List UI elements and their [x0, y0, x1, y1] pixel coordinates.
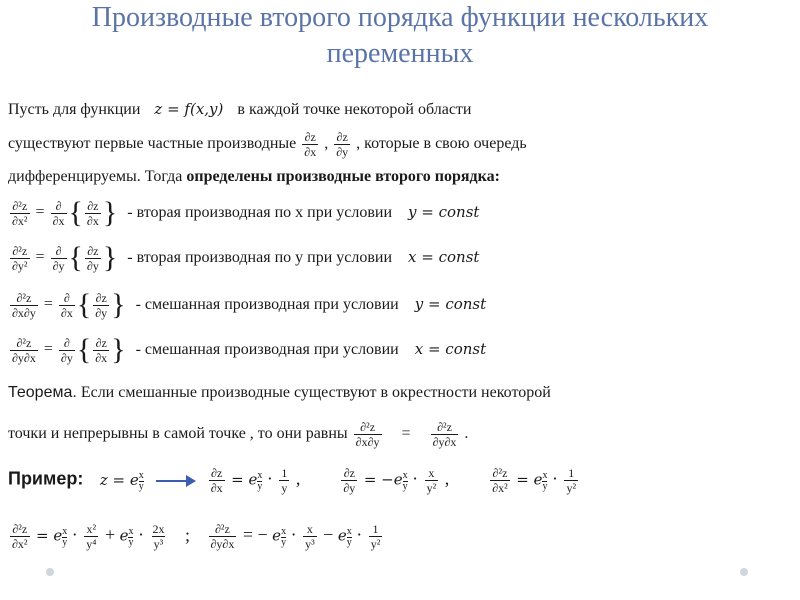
- mixed-derivative-xy: $\frac{\text{∂²z}}{\partial x\partial y}$ = $\frac{\partial}{\partial x}$ { $\frac{\partial z}{\partial y}$ } - смешанная производная при условии y = const: [12, 288, 487, 321]
- mixed-derivative-yx: $\frac{\text{∂²z}}{\partial y\partial x}$ = $\frac{\partial}{\partial y}$ { $\frac{\partial z}{\partial x}$ } - смешанная производная при условии x = const: [12, 333, 487, 366]
- bullet-dot-right: [740, 568, 748, 576]
- second-derivative-yy: $\frac{\text{∂²z}}{\text{∂y²}}$ = $\frac{\partial}{\partial y}$ { $\frac{\partial z}{\partial y}$ } - вторая производная по y при условии x = const: [12, 241, 480, 274]
- second-derivative-xx: $\frac{\text{∂²z}}{\text{∂x²}}$ = $\frac{\partial}{\partial x}$ { $\frac{\partial z}{\partial x}$ } - вторая производная по x при условии y = const: [12, 196, 480, 229]
- title-line-1: Производные второго порядка функции нескольких: [91, 2, 709, 33]
- intro-line-3: дифференцируемы. Тогда определены производные второго порядка:: [8, 168, 500, 185]
- bullet-dot-left: [46, 568, 54, 576]
- intro-line-2: существуют первые частные производные $\frac{\partial z}{\partial x}$ , $\frac{\partial z}{\partial y}$ , которые в свою очередь: [8, 130, 527, 159]
- page-title: [0, 0, 800, 72]
- theorem-line-1: Теорема. Если смешанные производные существуют в окрестности некоторой: [8, 384, 551, 401]
- example-line: Пример: z = e $\frac{x}{y}$ $\frac{\partial z}{\partial x}$ = e $\frac{x}{y}$ · $\frac{1}{y}$ , $\frac{\partial z}{\partial y}$ = −e $\frac{x}{y}$ · $\frac{x}{\text{y²}}$ , $\frac{\text{∂²z}}{\text{∂x²}}$ = e $\frac{x}{y}$ · $\frac{1}{\text{y²}}$: [8, 466, 577, 495]
- arrow-icon: [156, 480, 194, 482]
- title-line-2: переменных: [326, 38, 474, 69]
- theorem-line-2: точки и непрерывны в самой точке , то они равны $\frac{\text{∂²z}}{\partial x\partial y}$ = $\frac{\text{∂²z}}{\partial y\partial x}$ .: [8, 420, 469, 449]
- intro-line-1: Пусть для функции z = f(x,y) в каждой точке некоторой области: [8, 100, 472, 118]
- final-line: $\frac{\text{∂²z}}{\text{∂x²}}$ = e $\frac{x}{y}$ · $\frac{\text{x²}}{\text{y⁴}}$ + e $\frac{x}{y}$ · $\frac{2x}{\text{y³}}$ ; $\frac{\text{∂²z}}{\partial y\partial x}$ = − e $\frac{x}{y}$ · $\frac{x}{\text{y³}}$ − e $\frac{x}{y}$ · $\frac{1}{\text{y²}}$: [12, 522, 381, 551]
